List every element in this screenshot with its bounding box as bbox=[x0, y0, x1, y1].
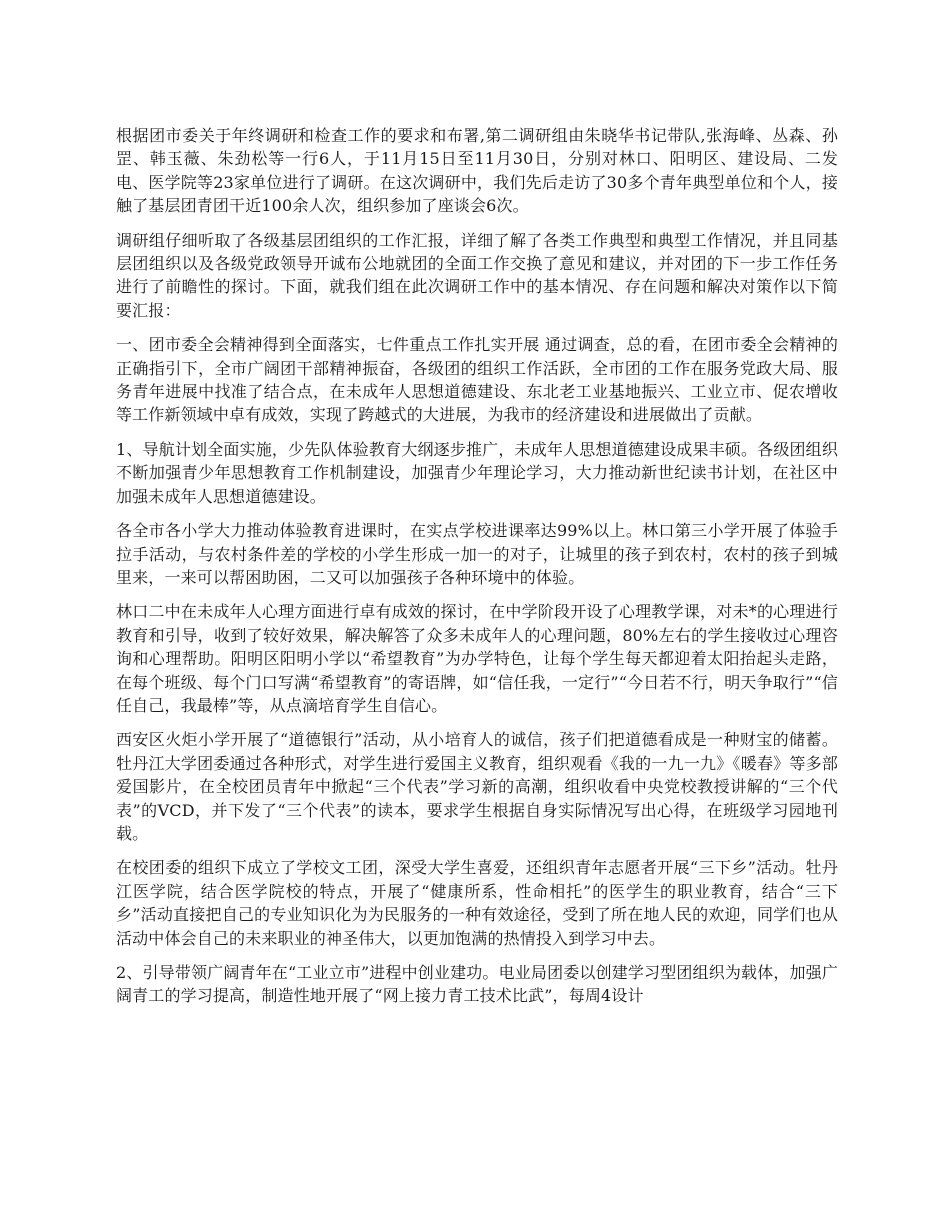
paragraph: 2、引导带领广阔青年在“工业立市”进程中创业建功。电业局团委以创建学习型团组织为载体，加强广阔青工的学习提高，制造性地开展了“网上接力青工技术比武”，每周4设计 bbox=[116, 963, 838, 1006]
paragraph: 一、团市委全会精神得到全面落实，七件重点工作扎实开展 通过调查，总的看，在团市委全会精神的正确指引下，全市广阔团干部精神振奋，各级团的组织工作活跃，全市团的工作在服务党政大局、服务青年进展中找准了结合点，在未成年人思想道德建设、东北老工业基地振兴、工业立市、促农增收等工作新领域中卓有成效，实现了跨越式的大进展，为我市的经济建设和进展做出了贡献。 bbox=[116, 335, 838, 425]
paragraph: 在校团委的组织下成立了学校文工团，深受大学生喜爱，还组织青年志愿者开展“三下乡”活动。牡丹江医学院，结合医学院校的特点，开展了“健康所系，性命相托”的医学生的职业教育，结合“三下乡”活动直接把自己的专业知识化为为民服务的一种有效途径，受到了所在地人民的欢迎，同学们也从活动中体会自己的未来职业的神圣伟大，以更加饱满的热情投入到学习中去。 bbox=[116, 858, 838, 948]
paragraph: 西安区火炬小学开展了“道德银行”活动，从小培育人的诚信，孩子们把道德看成是一种财宝的储蓄。牡丹江大学团委通过各种形式，对学生进行爱国主义教育，组织观看《我的一九一九》《暖春》等多部爱国影片，在全校团员青年中掀起“三个代表”学习新的高潮，组织收看中央党校教授讲解的“三个代表”的VCD，并下发了“三个代表”的读本，要求学生根据自身实际情况写出心得，在班级学习园地刊载。 bbox=[116, 730, 838, 843]
paragraph: 根据团市委关于年终调研和检查工作的要求和布署,第二调研组由朱晓华书记带队,张海峰、丛森、孙罡、韩玉薇、朱劲松等一行6人，于11月15日至11月30日，分别对林口、阳明区、建设局、二发电、医学院等23家单位进行了调研。在这次调研中，我们先后走访了30多个青年典型单位和个人，接触了基层团青团干近100余人次，组织参加了座谈会6次。 bbox=[116, 126, 838, 216]
paragraph: 林口二中在未成年人心理方面进行卓有成效的探讨，在中学阶段开设了心理教学课，对未*的心理进行教育和引导，收到了较好效果，解决解答了众多未成年人的心理问题，80%左右的学生接收过心理咨询和心理帮助。阳明区阳明小学以“希望教育”为办学特色，让每个学生每天都迎着太阳抬起头走路，在每个班级、每个门口写满“希望教育”的寄语牌，如“信任我，一定行”“今日若不行，明天争取行”“信任自己，我最棒”等，从点滴培育学生自信心。 bbox=[116, 602, 838, 715]
document-body bbox=[116, 124, 838, 1019]
paragraph: 调研组仔细听取了各级基层团组织的工作汇报，详细了解了各类工作典型和典型工作情况，并且同基层团组织以及各级党政领导开诚布公地就团的全面工作交换了意见和建议，并对团的下一步工作任务进行了前瞻性的探讨。下面，就我们组在此次调研工作中的基本情况、存在问题和解决对策作以下简要汇报： bbox=[116, 230, 838, 320]
paragraph: 1、导航计划全面实施，少先队体验教育大纲逐步推广，未成年人思想道德建设成果丰硕。各级团组织不断加强青少年思想教育工作机制建设，加强青少年理论学习，大力推动新世纪读书计划，在社区中加强未成年人思想道德建设。 bbox=[116, 439, 838, 506]
paragraph: 各全市各小学大力推动体验教育进课时，在实点学校进课率达99%以上。林口第三小学开展了体验手拉手活动，与农村条件差的学校的小学生形成一加一的对子，让城里的孩子到农村，农村的孩子到城里来，一来可以帮困助困，二又可以加强孩子各种环境中的体验。 bbox=[116, 521, 838, 587]
